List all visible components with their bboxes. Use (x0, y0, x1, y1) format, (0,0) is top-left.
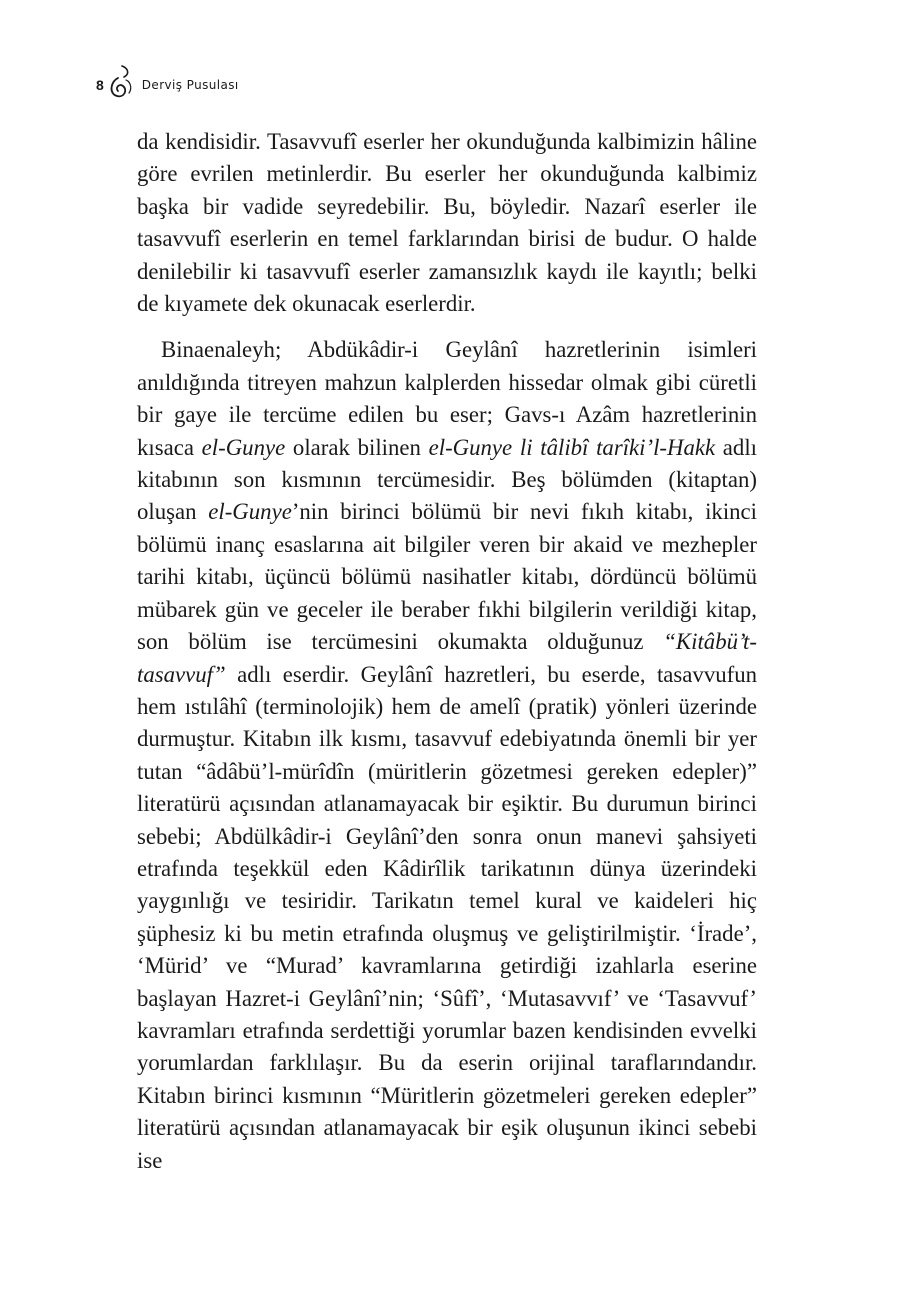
paragraph-text: olarak bilinen (285, 434, 429, 460)
paragraph-1 (137, 126, 757, 320)
book-title: Derviş Pusulası (141, 78, 239, 92)
italic-book-title: el-Gunye (208, 499, 292, 525)
paragraph-text: Binaenaleyh; Abdükâdir-i Geylânî hazretlerinin isimleri anıldığında titreyen mahzun kalplerden hissedar olmak gibi cüretli bir gaye ile tercüme edilen bu eser; Gavs-ı Azâm hazretlerinin kısaca (137, 337, 757, 460)
italic-book-title: el-Gunye (201, 434, 286, 460)
running-header (96, 62, 239, 102)
paragraph-text: ’nin birinci bölümü bir nevi fıkıh kitabı, ikinci bölümü inanç esaslarına ait bilgiler veren bir akaid ve mezhepler tarihi kitabı, üçüncü bölümü nasihatler kitabı, dördüncü bölümü mübarek gün ve geceler ile beraber fıkhi bilgilerin verildiği kitap, son bölüm ise tercümesini okumakta olduğunuz (137, 499, 758, 655)
ornament-logo-icon (106, 62, 136, 102)
paragraph-text: da kendisidir. Tasavvufî eserler her okunduğunda kalbimizin hâline göre evrilen metinlerdir. Bu eserler her okunduğunda kalbimiz başka bir vadide seyredebilir. Bu, böyledir. Nazarî eserler ile tasavvufî eserlerin en temel farklarından birisi de budur. O halde denilebilir ki tasavvufî eserler zamansızlık kaydı ile kayıtlı; belki de kıyamete dek okunacak eserlerdir. (137, 129, 757, 317)
italic-book-title: “Kitâbü’t-tasavvuf” (137, 629, 757, 687)
italic-book-title: el-Gunye li tâlibî tarîki’l-Hakk (428, 434, 716, 460)
page-number: 8 (96, 77, 104, 93)
paragraph-text: adlı eserdir. Geylânî hazretleri, bu eserde, tasavvufun hem ıstılâhî (terminolojik) hem de amelî (pratik) yönleri üzerinde durmuştur. Kitabın ilk kısmı, tasavvuf edebiyatında önemli bir yer tutan “âdâbü’l-mürîdîn (müritlerin gözetmesi gereken edepler)” literatürü açısından atlanamayacak bir eşiktir. Bu durumun birinci sebebi; Abdülkâdir-i Geylânî’den sonra onun manevi şahsiyeti etrafında teşekkül eden Kâdirîlik tarikatının dünya üzerindeki yaygınlığı ve tesiridir. Tarikatın temel kural ve kaideleri hiç şüphesiz ki bu metin etrafında oluşmuş ve geliştirilmiştir. ‘İrade’, ‘Mürid’ ve “Murad’ kavramlarına getirdiği izahlarla eserine başlayan Hazret-i Geylânî’nin; ‘Sûfî’, ‘Mutasavvıf’ ve ‘Tasavvuf’ kavramları etrafında serdettiği yorumlar bazen kendisinden evvelki yorumlardan farklılaşır. Bu da eserin orijinal taraflarındandır. Kitabın birinci kısmının “Müritlerin gözetmeleri gereken edepler” literatürü açısından atlanamayacak bir eşik oluşunun ikinci sebebi ise (137, 661, 757, 1173)
paragraph-2 (137, 334, 757, 1177)
page-body (137, 126, 757, 1177)
paragraph-text: adlı kitabının son kısmının tercümesidir. Beş bölümden (kitaptan) oluşan (137, 434, 757, 525)
